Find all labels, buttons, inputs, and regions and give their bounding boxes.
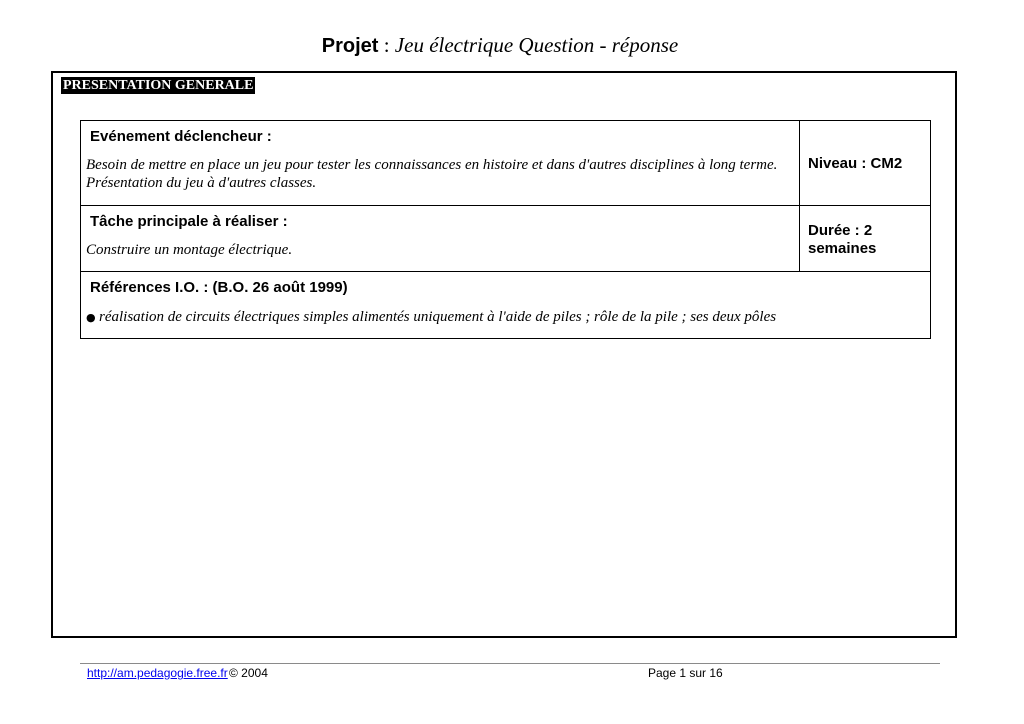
duration-label: Durée : 2 semaines: [808, 222, 877, 257]
references-list-item: [86, 308, 930, 326]
title-project-label: Projet: [321, 35, 379, 57]
duration-cell: [800, 206, 931, 272]
trigger-text: Besoin de mettre en place un jeu pour tester les connaissances en histoire et dans d'autres disciplines à long terme. Présentation du jeu à d'autres classes.: [86, 157, 778, 191]
table-row-task: [81, 206, 931, 272]
table-row-trigger: [81, 121, 931, 206]
table-row-references: [81, 272, 931, 339]
task-text: Construire un montage électrique.: [86, 242, 293, 258]
trigger-heading: Evénement déclencheur :: [90, 128, 272, 145]
references-item-text: réalisation de circuits électriques simples alimentés uniquement à l'aide de piles ; rôle de la pile ; ses deux pôles: [99, 309, 777, 325]
section-heading: PRESENTATION GENERALE: [63, 78, 254, 93]
task-cell: [81, 206, 800, 272]
level-cell: [800, 121, 931, 206]
references-cell: [81, 272, 931, 339]
task-heading: Tâche principale à réaliser :: [90, 213, 288, 230]
level-label: Niveau : CM2: [808, 155, 903, 172]
document-title: [0, 33, 1000, 58]
references-heading: Références I.O. : (B.O. 26 août 1999): [90, 279, 348, 296]
footer-website-link[interactable]: http://am.pedagogie.free.fr: [87, 666, 228, 680]
title-project-name: Jeu électrique Question - réponse: [394, 33, 679, 57]
trigger-cell: [81, 121, 800, 206]
footer-page-number: Page 1 sur 16: [648, 666, 723, 680]
title-separator: :: [378, 33, 395, 57]
project-info-table: [80, 120, 931, 339]
footer-copyright: © 2004: [229, 666, 268, 680]
footer-divider: [80, 663, 940, 664]
bullet-icon: ●: [86, 311, 96, 324]
